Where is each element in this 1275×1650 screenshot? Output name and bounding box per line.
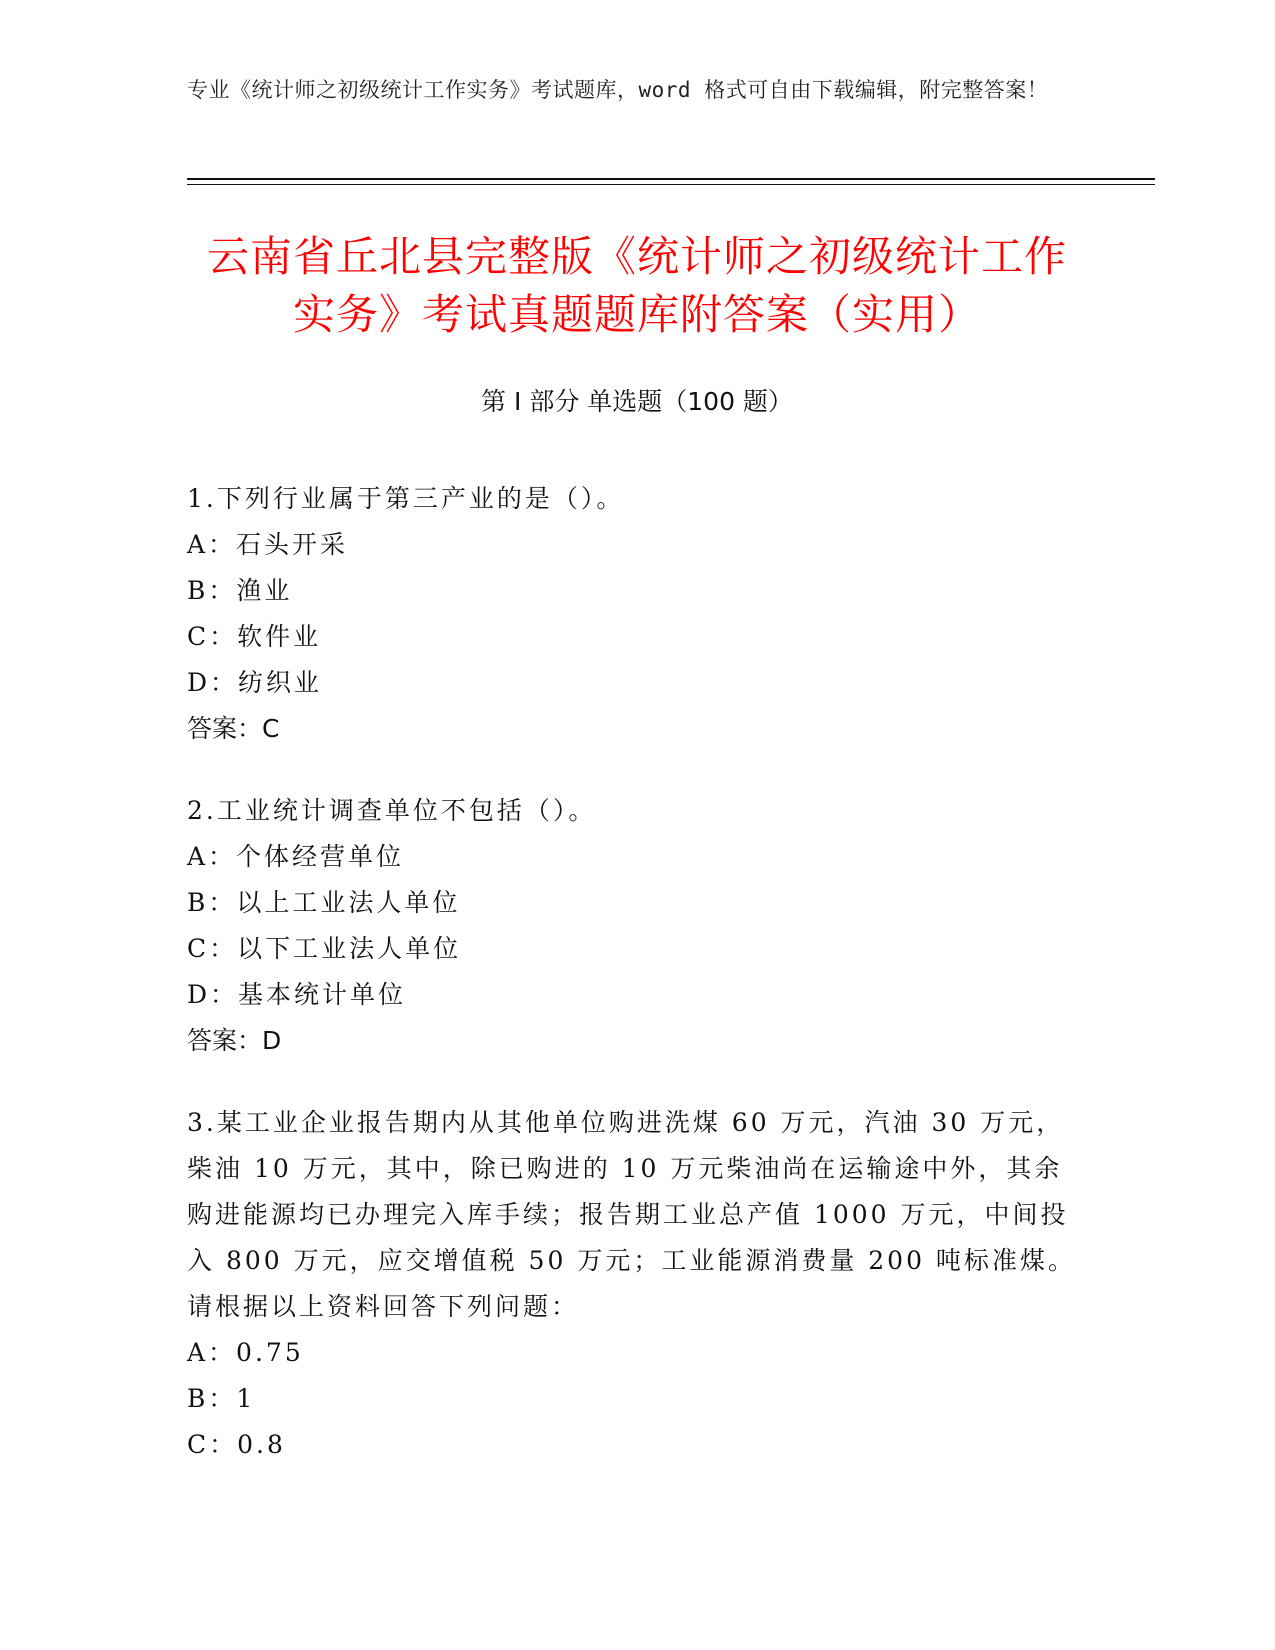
question-text: 2.工业统计调查单位不包括（）。 [187, 796, 597, 825]
option-b: B：渔业 [187, 576, 293, 605]
question-list [187, 476, 1077, 1504]
option-a: A：石头开采 [187, 530, 349, 559]
document-title: 云南省丘北县完整版《统计师之初级统计工作实务》考试真题题库附答案（实用） [206, 232, 1067, 339]
option-b: B：1 [187, 1384, 256, 1413]
question-text: 1.下列行业属于第三产业的是（）。 [187, 484, 625, 513]
option-c: C：0.8 [187, 1430, 286, 1459]
answer: 答案：C [187, 714, 280, 743]
option-c: C：软件业 [187, 622, 322, 651]
option-d: D：基本统计单位 [187, 980, 407, 1009]
option-c: C：以下工业法人单位 [187, 934, 462, 963]
option-a: A：0.75 [187, 1338, 304, 1367]
answer: 答案：D [187, 1026, 282, 1055]
question-1 [187, 476, 1077, 752]
question-3 [187, 1100, 1077, 1468]
question-2 [187, 788, 1077, 1064]
option-a: A：个体经营单位 [187, 842, 405, 871]
question-text: 3.某工业企业报告期内从其他单位购进洗煤 60 万元，汽油 30 万元，柴油 10 万元，其中，除已购进的 10 万元柴油尚在运输途中外，其余购进能源均已办理完入库手续；报告期工业总产值 1000 万元，中间投入 800 万元，应交增值税 50 万元；工业能源消费量 200 吨标准煤。请根据以上资料回答下列问题： [187, 1108, 1076, 1321]
option-b: B：以上工业法人单位 [187, 888, 461, 917]
header-rule-thick [187, 178, 1155, 180]
header-note: 专业《统计师之初级统计工作实务》考试题库，word 格式可自由下载编辑，附完整答案！ [187, 78, 1049, 102]
section-heading: 第 I 部分 单选题（100 题） [481, 387, 793, 416]
header-rule-thin [187, 184, 1155, 185]
option-d: D：纺织业 [187, 668, 323, 697]
